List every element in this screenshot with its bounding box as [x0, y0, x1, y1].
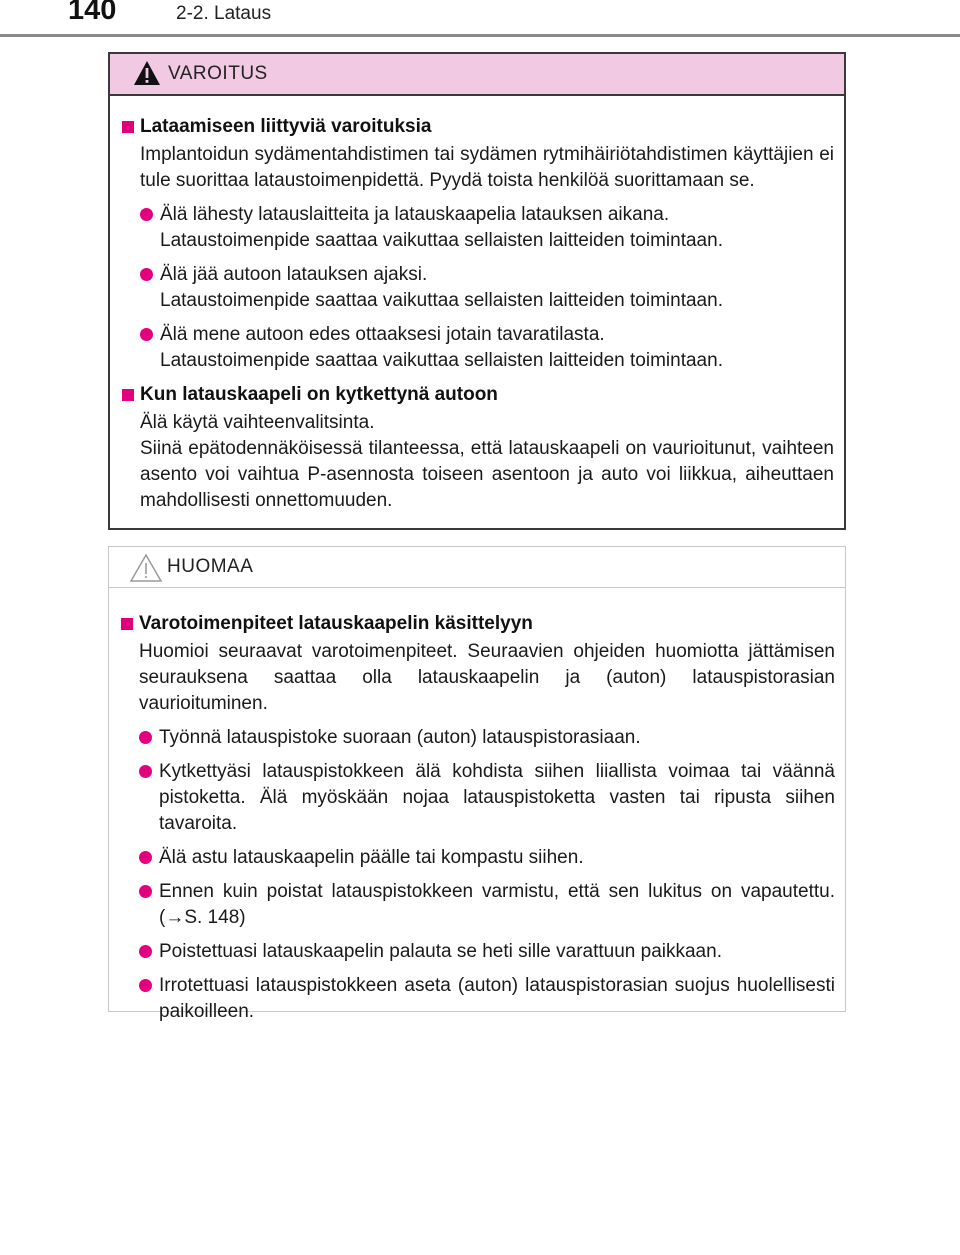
- warning-section-2: [116, 382, 834, 514]
- notice-body: [109, 603, 845, 1025]
- square-bullet-icon: [121, 618, 133, 630]
- bullet-text: Kytkettyäsi latauspistokkeen älä kohdista siihen liiallista voimaa tai väännä pistoketta. Älä myöskään nojaa latauspistoketta vasten tai ripusta siihen tavaroita.: [159, 761, 835, 834]
- bullet-text: Työnnä latauspistoke suoraan (auton) latauspistorasiaan.: [159, 727, 641, 748]
- warning-section-1: [116, 114, 834, 374]
- bullet-text: Irrotettuasi latauspistokkeen aseta (auton) latauspistorasian suojus huolellisesti paikoilleen.: [159, 975, 835, 1022]
- circle-bullet-icon: [139, 731, 152, 744]
- warning-triangle-icon: [132, 59, 162, 87]
- bullet-text: Älä lähesty latauslaitteita ja latauskaapelia latauksen aikana.: [160, 204, 670, 225]
- notice-section-1: [115, 611, 835, 1025]
- notice-box: [108, 546, 846, 1022]
- bullet-item: [115, 725, 835, 751]
- bullet-item: [116, 262, 834, 314]
- notice-title: HUOMAA: [167, 556, 254, 577]
- caution-triangle-icon: [129, 553, 163, 583]
- bullet-text: Älä jää autoon latauksen ajaksi.: [160, 264, 428, 285]
- section-text: Siinä epätodennäköisessä tilanteessa, että latauskaapeli on vaurioitunut, vaihteen asento voi vaihtua P-asennosta toiseen asentoon ja auto voi liikkua, aiheuttaen mahdollisesti onnettomuuden.: [140, 438, 834, 511]
- section-text: Älä käytä vaihteenvalitsinta.: [140, 412, 375, 433]
- bullet-text: Poistettuasi latauskaapelin palauta se heti sille varattuun paikkaan.: [159, 941, 722, 962]
- circle-bullet-icon: [140, 268, 153, 281]
- page-header: [0, 0, 960, 40]
- bullet-text: Älä mene autoon edes ottaaksesi jotain tavaratilasta.: [160, 324, 605, 345]
- section-text: Huomioi seuraavat varotoimenpiteet. Seuraavien ohjeiden huomiotta jättämisen seurauksena saattaa olla latauskaapelin ja (auton) latauspistorasian vaurioituminen.: [139, 641, 835, 714]
- circle-bullet-icon: [140, 208, 153, 221]
- bullet-item: [116, 322, 834, 374]
- warning-box: [108, 52, 846, 530]
- square-bullet-icon: [122, 389, 134, 401]
- section-heading: Kun latauskaapeli on kytkettynä autoon: [140, 384, 498, 405]
- circle-bullet-icon: [139, 945, 152, 958]
- square-bullet-icon: [122, 121, 134, 133]
- bullet-item: [115, 845, 835, 871]
- header-rule: [0, 34, 960, 37]
- bullet-subtext: Lataustoimenpide saattaa vaikuttaa sellaisten laitteiden toimintaan.: [160, 230, 723, 251]
- page-number: 140: [68, 0, 117, 26]
- bullet-item: [115, 973, 835, 1025]
- circle-bullet-icon: [139, 765, 152, 778]
- bullet-item: [116, 202, 834, 254]
- bullet-subtext: Lataustoimenpide saattaa vaikuttaa sellaisten laitteiden toimintaan.: [160, 350, 723, 371]
- notice-box-header: [109, 547, 845, 588]
- bullet-text: Älä astu latauskaapelin päälle tai kompastu siihen.: [159, 847, 584, 868]
- bullet-subtext: Lataustoimenpide saattaa vaikuttaa sellaisten laitteiden toimintaan.: [160, 290, 723, 311]
- warning-body: [110, 106, 844, 514]
- bullet-text: Ennen kuin poistat latauspistokkeen varmistu, että sen lukitus on vapautettu. (→S. 148): [159, 881, 835, 928]
- warning-title: VAROITUS: [168, 63, 268, 84]
- circle-bullet-icon: [140, 328, 153, 341]
- bullet-item: [115, 939, 835, 965]
- bullet-item: [115, 759, 835, 837]
- section-text: Implantoidun sydämentahdistimen tai sydämen rytmihäiriötahdistimen käyttäjien ei tule suorittaa lataustoimenpidettä. Pyydä toista henkilöä suorittamaan se.: [140, 144, 834, 191]
- section-title: 2-2. Lataus: [176, 3, 272, 24]
- section-heading: Varotoimenpiteet latauskaapelin käsittelyyn: [139, 613, 533, 634]
- section-heading: Lataamiseen liittyviä varoituksia: [140, 116, 432, 137]
- circle-bullet-icon: [139, 851, 152, 864]
- circle-bullet-icon: [139, 885, 152, 898]
- warning-box-header: [110, 54, 844, 96]
- bullet-item: [115, 879, 835, 931]
- circle-bullet-icon: [139, 979, 152, 992]
